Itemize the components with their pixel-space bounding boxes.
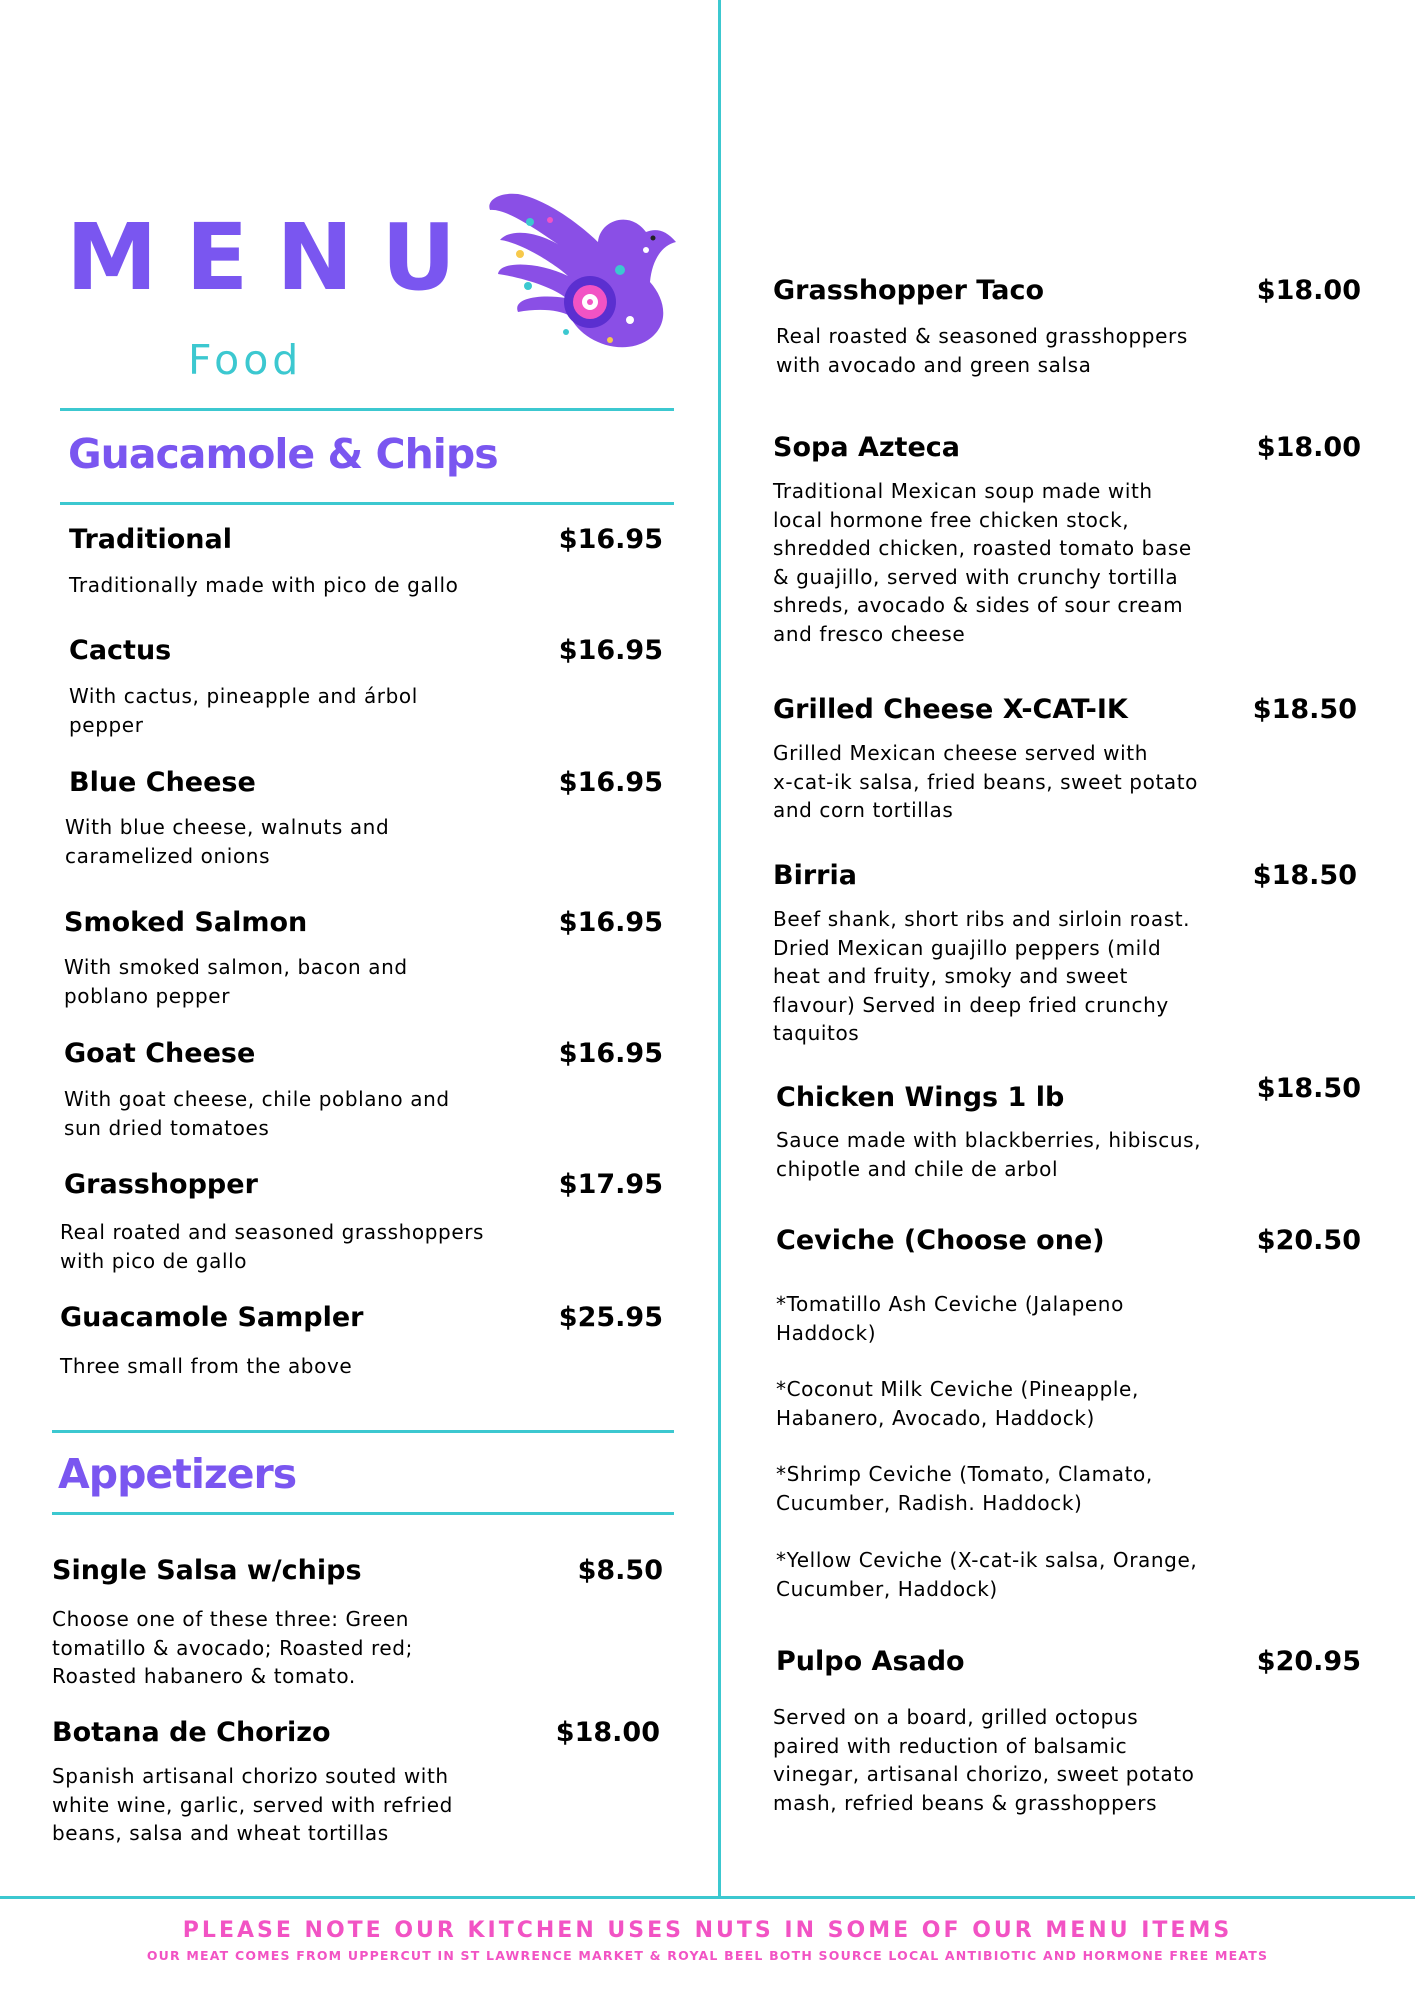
guac-item-name: Guacamole Sampler [60,1302,364,1333]
right-item-name: Chicken Wings 1 lb [776,1082,1065,1113]
right-item-price: $20.95 [1256,1646,1361,1677]
menu-subtitle: Food [188,336,303,384]
guac-item-price: $16.95 [558,907,663,938]
appetizer-item-price: $18.00 [555,1717,660,1748]
column-divider [718,0,721,1897]
right-item-name: Grilled Cheese X-CAT-IK [773,694,1128,725]
guac-item-name: Traditional [69,524,232,555]
right-item-desc: Beef shank, short ribs and sirloin roast. Dried Mexican guajillo peppers (mild heat and fruity, smoky and sweet flavour) Served in deep fried crunchy taquitos [773,907,1191,1045]
right-item-price: $20.50 [1256,1225,1361,1256]
right-item-price: $18.50 [1252,860,1357,891]
right-item-desc: Grilled Mexican cheese served with x-cat-ik salsa, fried beans, sweet potato and corn tortillas [773,741,1199,822]
right-item-name: Ceviche (Choose one) [776,1225,1105,1256]
guac-item-desc: With blue cheese, walnuts and caramelized onions [65,815,390,868]
section-title-appetizers: Appetizers [58,1450,297,1498]
guac-item-desc: Traditionally made with pico de gallo [69,573,459,597]
right-item-name: Birria [773,860,857,891]
guac-item-desc: Three small from the above [60,1354,353,1378]
right-item-desc: Real roasted & seasoned grasshoppers with avocado and green salsa [776,324,1188,377]
guac-item-name: Goat Cheese [64,1038,256,1069]
menu-title: MENU [66,204,485,311]
ceviche-option: *Tomatillo Ash Ceviche (Jalapeno Haddock) [776,1292,1124,1345]
appetizer-item-name: Botana de Chorizo [52,1717,331,1748]
right-item-name: Pulpo Asado [776,1646,965,1677]
guac-item-price: $16.95 [558,767,663,798]
right-item-desc: Sauce made with blackberries, hibiscus, chipotle and chile de arbol [776,1128,1202,1181]
guac-item-desc: With cactus, pineapple and árbol pepper [69,684,418,737]
right-item-name: Grasshopper Taco [773,275,1045,306]
footer-divider [0,1896,1415,1899]
guac-item-price: $16.95 [558,524,663,555]
section-title-guacamole: Guacamole & Chips [68,430,498,478]
hand-dove-icon [470,190,676,360]
appetizer-item-price: $8.50 [577,1555,663,1586]
guac-item-price: $17.95 [558,1169,663,1200]
guac-item-desc: With smoked salmon, bacon and poblano pepper [64,955,408,1008]
header-divider [60,408,674,411]
right-item-desc: Served on a board, grilled octopus paired with reduction of balsamic vinegar, artisanal chorizo, sweet potato mash, refried beans & grasshoppers [773,1705,1195,1815]
guac-item-price: $16.95 [558,635,663,666]
guac-item-name: Grasshopper [64,1169,258,1200]
right-item-price: $18.00 [1256,432,1361,463]
guac-item-name: Smoked Salmon [64,907,308,938]
appetizer-item-desc: Spanish artisanal chorizo souted with white wine, garlic, served with refried beans, salsa and wheat tortillas [52,1764,453,1845]
ceviche-option: *Coconut Milk Ceviche (Pineapple, Habanero, Avocado, Haddock) [776,1377,1139,1430]
guac-item-name: Blue Cheese [69,767,256,798]
ceviche-option: *Yellow Ceviche (X-cat-ik salsa, Orange, Cucumber, Haddock) [776,1548,1198,1601]
guac-item-price: $25.95 [558,1302,663,1333]
right-item-name: Sopa Azteca [773,432,960,463]
guac-item-desc: With goat cheese, chile poblano and sun dried tomatoes [64,1087,450,1140]
guac-item-name: Cactus [69,635,172,666]
right-item-desc: Traditional Mexican soup made with local hormone free chicken stock, shredded chicken, roasted tomato base & guajillo, served with crunchy tortilla shreds, avocado & sides of sour cream and fresco cheese [773,479,1192,646]
meat-source-note: OUR MEAT COMES FROM UPPERCUT IN ST LAWRENCE MARKET & ROYAL BEEL BOTH SOURCE LOCAL ANTIBIOTIC AND HORMONE FREE MEATS [146,1948,1269,1963]
right-item-price: $18.50 [1256,1073,1361,1104]
appetizer-item-name: Single Salsa w/chips [52,1555,362,1586]
allergy-note: PLEASE NOTE OUR KITCHEN USES NUTS IN SOME OF OUR MENU ITEMS [182,1918,1233,1943]
guac-item-desc: Real roated and seasoned grasshoppers with pico de gallo [60,1220,485,1273]
appetizers-top-divider [52,1430,674,1433]
guac-item-price: $16.95 [558,1038,663,1069]
appetizers-bottom-divider [52,1512,674,1515]
ceviche-option: *Shrimp Ceviche (Tomato, Clamato, Cucumber, Radish. Haddock) [776,1462,1153,1515]
guac-divider [60,502,674,505]
appetizer-item-desc: Choose one of these three: Green tomatillo & avocado; Roasted red; Roasted habanero & tomato. [52,1607,413,1688]
right-item-price: $18.00 [1256,275,1361,306]
right-item-price: $18.50 [1252,694,1357,725]
